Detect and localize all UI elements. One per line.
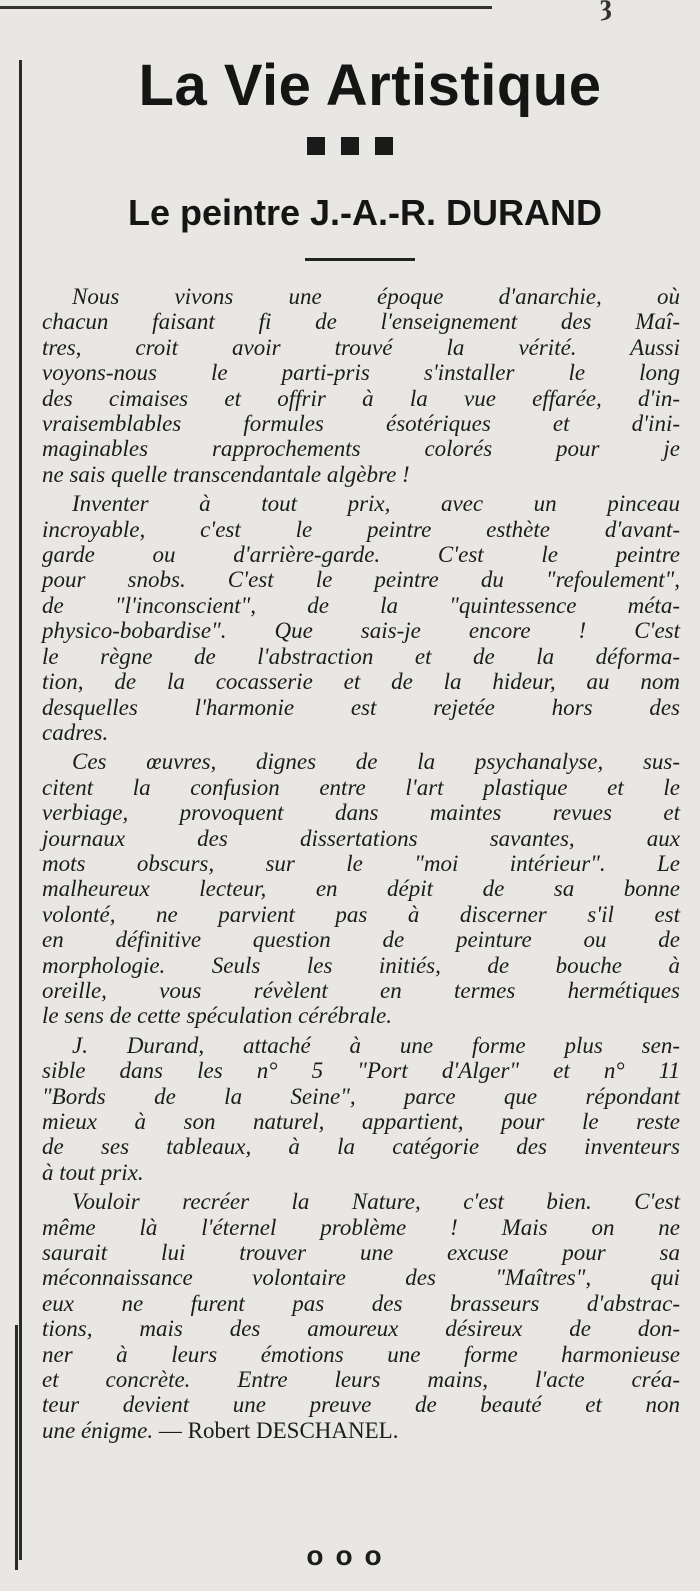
text-line: physico-bobardise". Que sais-je encore ! C'est — [42, 618, 680, 644]
text-line: incroyable, c'est le peintre esthète d'avant- — [42, 516, 680, 542]
column-rule-secondary — [15, 1325, 18, 1570]
text-line: journaux des dissertations savantes, aux — [42, 825, 680, 851]
text-line: J. Durand, attaché à une forme plus sen- — [72, 1032, 680, 1058]
text-line: Nous vivons une époque d'anarchie, où — [72, 284, 680, 309]
text-line: teur devient une preuve de beauté et non — [42, 1392, 680, 1418]
text-line: en définitive question de peinture ou de — [42, 927, 680, 953]
text-line: morphologie. Seuls les initiés, de bouche à — [42, 952, 680, 978]
article-paragraph — [42, 749, 680, 1028]
text-line: cadres. — [42, 719, 109, 745]
text-line: sible dans les n° 5 "Port d'Alger" et n° 11 — [42, 1058, 680, 1084]
text-line: même là l'éternel problème ! Mais on ne — [42, 1214, 680, 1240]
column-rule — [19, 60, 22, 1560]
text-line: et concrète. Entre leurs mains, l'acte créa- — [42, 1367, 680, 1393]
text-line: saurait lui trouver une excuse pour sa — [42, 1240, 680, 1266]
author-signature: — Robert DESCHANEL. — [153, 1417, 399, 1443]
ornament-square — [375, 137, 393, 155]
text-line: tions, mais des amoureux désireux de don- — [42, 1316, 680, 1342]
text-line: le sens de cette spéculation cérébrale. — [42, 1003, 392, 1029]
text-line: desquelles l'harmonie est rejetée hors des — [42, 694, 680, 720]
text-line: verbiage, provoquent dans maintes revues et — [42, 800, 680, 826]
ornament-square — [341, 137, 359, 155]
text-line: Ces œuvres, dignes de la psychanalyse, sus- — [72, 749, 680, 775]
text-line: citent la confusion entre l'art plastique et le — [42, 774, 680, 800]
end-mark: ooo — [306, 1540, 394, 1571]
text-line: tres, croit avoir trouvé la vérité. Aussi — [42, 334, 680, 360]
text-line: de "l'inconscient", de la "quintessence méta- — [42, 592, 680, 618]
text-line: mots obscurs, sur le "moi intérieur". Le — [42, 850, 680, 876]
headline-rule — [305, 258, 415, 261]
text-line: "Bords de la Seine", parce que répondant — [42, 1083, 680, 1109]
article-paragraph — [42, 284, 680, 487]
text-line: mieux à son naturel, appartient, pour le reste — [42, 1109, 680, 1134]
text-line: Vouloir recréer la Nature, c'est bien. C'est — [72, 1189, 680, 1215]
text-line — [42, 1418, 680, 1443]
section-title: La Vie Artistique — [138, 53, 602, 118]
text-line: de ses tableaux, à la catégorie des inventeurs — [42, 1134, 680, 1160]
text-line: Inventer à tout prix, avec un pinceau — [72, 491, 680, 517]
text-line: tion, de la cocasserie et de la hideur, au nom — [42, 669, 680, 695]
article-paragraph — [42, 1033, 680, 1185]
top-rule — [0, 6, 492, 9]
text-line: malheureux lecteur, en dépit de sa bonne — [42, 876, 680, 902]
closing-text: une énigme. — [42, 1417, 154, 1443]
text-line: à tout prix. — [42, 1159, 144, 1185]
ornament-squares — [0, 137, 700, 160]
page-number-fragment: ȝ — [600, 0, 612, 21]
text-line: ner à leurs émotions une forme harmonieuse — [42, 1341, 680, 1367]
text-line: maginables rapprochements colorés pour je — [42, 436, 680, 462]
text-line: oreille, vous révèlent en termes hermétiques — [42, 977, 680, 1003]
text-line: eux ne furent pas des brasseurs d'abstrac- — [42, 1290, 680, 1316]
article-body — [42, 284, 680, 1447]
text-line: garde ou d'arrière-garde. C'est le peintre — [42, 542, 680, 568]
article-paragraph — [42, 1189, 680, 1443]
ornament-square — [307, 137, 325, 155]
text-line: des cimaises et offrir à la vue effarée, d'in- — [42, 385, 680, 411]
text-line: ne sais quelle transcendantale algèbre ! — [42, 461, 410, 487]
article-paragraph — [42, 491, 680, 745]
text-line: le règne de l'abstraction et de la déforma- — [42, 643, 680, 669]
text-line: voyons-nous le parti-pris s'installer le long — [42, 360, 680, 386]
article-headline: Le peintre J.-A.-R. DURAND — [127, 192, 603, 233]
text-line: chacun faisant fi de l'enseignement des Maî- — [42, 309, 680, 335]
text-line: volonté, ne parvient pas à discerner s'il est — [42, 901, 680, 927]
text-line: pour snobs. C'est le peintre du "refoulement", — [42, 567, 680, 593]
text-line: méconnaissance volontaire des "Maîtres", qui — [42, 1265, 680, 1291]
text-line: vraisemblables formules ésotériques et d'ini- — [42, 411, 680, 437]
